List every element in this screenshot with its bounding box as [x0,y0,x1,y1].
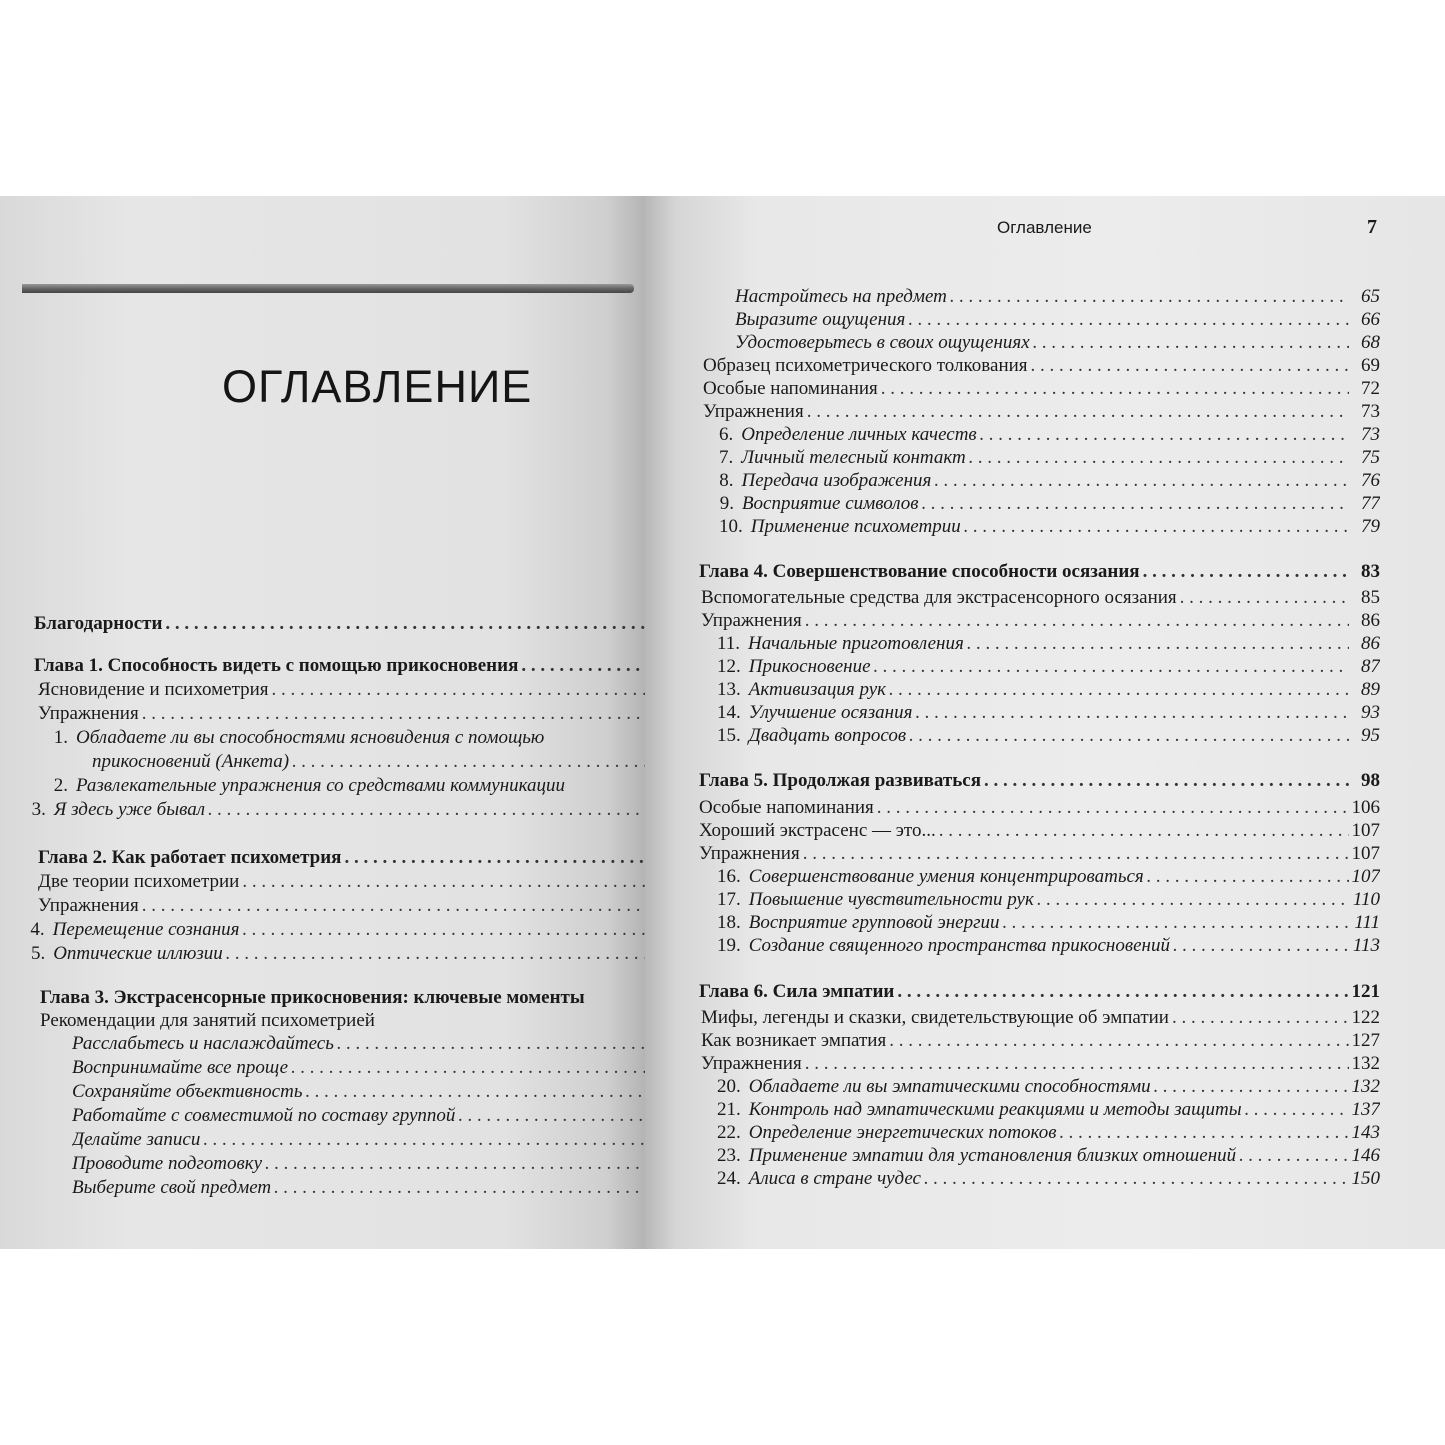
toc-entry: Образец психометрического толкования . . . 69 [703,354,1380,377]
toc-entry-chapter: Глава 3. Экстрасенсорные прикосновения: ключевые моменты [40,987,585,1008]
toc-entry-sub: Сохраняйте объективность . . . [72,1080,645,1103]
toc-entry-exercise: 13. Активизация рук . . . 89 [717,678,1380,701]
toc-entry-chapter: Глава 2. Как работает психометрия . . . [38,846,645,869]
toc-entry-exercise: 24. Алиса в стране чудес . . . 150 [717,1167,1380,1190]
left-page [0,196,645,1249]
toc-entry-exercise: 4. Перемещение сознания . . . [30,918,645,941]
toc-entry-exercise: 8. Передача изображения . . . 76 [719,469,1380,492]
book-spread [0,196,1445,1249]
toc-entry-sub: Проводите подготовку . . . [72,1152,645,1175]
toc-entry-sub: Расслабьтесь и наслаждайтесь . . . [72,1032,645,1055]
toc-entry: Две теории психометрии . . . [38,870,645,893]
toc-entry: Упражнения . . . [38,702,645,725]
toc-entry-exercise: 12. Прикосновение . . . 87 [717,655,1380,678]
toc-entry-exercise: 22. Определение энергетических потоков . . . 143 [717,1121,1380,1144]
toc-entry-exercise: 18. Восприятие групповой энергии . . . 111 [717,911,1380,934]
toc-entry: Упражнения . . . 73 [703,400,1380,423]
toc-entry-exercise: 14. Улучшение осязания . . . 93 [717,701,1380,724]
toc-entry-exercise: 15. Двадцать вопросов . . . 95 [717,724,1380,747]
toc-entry-exercise: 9. Восприятие символов . . . 77 [719,492,1380,515]
toc-entry: Особые напоминания . . . 72 [703,377,1380,400]
toc-entry-sub: Воспринимайте все проще . . . [72,1056,645,1079]
toc-entry-exercise: 3. Я здесь уже бывал . . . [30,798,645,821]
toc-entry-sub: Делайте записи . . . [72,1128,645,1151]
toc-entry-chapter: Глава 6. Сила эмпатии . . . 121 [699,980,1380,1003]
toc-entry-exercise: 10. Применение психометрии . . . 79 [719,515,1380,538]
toc-entry-sub: Выразите ощущения . . . 66 [735,308,1380,331]
toc-heading: ОГЛАВЛЕНИЕ [222,361,533,412]
toc-entry-exercise: 21. Контроль над эмпатическими реакциями и методы защиты . . . 137 [717,1098,1380,1121]
toc-entry-sub: Настройтесь на предмет . . . 65 [735,285,1380,308]
toc-entry-sub: Выберите свой предмет . . . [72,1176,645,1199]
toc-entry: Благодарности . . . [34,612,645,635]
toc-entry-exercise: 17. Повышение чувствительности рук . . . 110 [717,888,1380,911]
toc-entry-exercise: 1. Обладаете ли вы способностями ясновидения с помощью [53,727,545,748]
toc-entry: Упражнения . . . 132 [701,1052,1380,1075]
toc-entry-exercise: 23. Применение эмпатии для установления близких отношений . . . 146 [717,1144,1380,1167]
right-page [645,196,1445,1249]
toc-entry-sub: Работайте с совместимой по составу группой . . . [72,1104,645,1127]
toc-entry-exercise-cont: прикосновений (Анкета) . . . [92,750,645,773]
toc-entry-exercise: 6. Определение личных качеств . . . 73 [719,423,1380,446]
toc-entry: Хороший экстрасенс — это... . . . 107 [699,819,1380,842]
toc-entry: Упражнения . . . 107 [699,842,1380,865]
toc-entry-chapter: Глава 5. Продолжая развиваться . . . 98 [699,769,1380,792]
toc-entry: Ясновидение и психометрия . . . [38,678,645,701]
toc-entry: Как возникает эмпатия . . . 127 [701,1029,1380,1052]
page-number: 7 [1367,216,1377,238]
toc-entry-exercise: 16. Совершенствование умения концентрироваться . . . 107 [717,865,1380,888]
toc-entry-sub: Удостоверьтесь в своих ощущениях . . . 68 [735,331,1380,354]
toc-entry-exercise: 11. Начальные приготовления . . . 86 [717,632,1380,655]
toc-entry-chapter: Глава 4. Совершенствование способности осязания . . . 83 [699,560,1380,583]
toc-entry-exercise: 20. Обладаете ли вы эмпатическими способностями . . . 132 [717,1075,1380,1098]
toc-entry: Особые напоминания . . . 106 [699,796,1380,819]
toc-entry: Рекомендации для занятий психометрией [40,1010,375,1031]
toc-entry-exercise: 19. Создание священного пространства прикосновений . . . 113 [717,934,1380,957]
toc-entry: Упражнения . . . [38,894,645,917]
decorative-rule [22,284,634,293]
toc-entry: Мифы, легенды и сказки, свидетельствующие об эмпатии . . . 122 [701,1006,1380,1029]
toc-entry-chapter: Глава 1. Способность видеть с помощью прикосновения . . . [34,654,645,677]
toc-entry-exercise: 7. Личный телесный контакт . . . 75 [719,446,1380,469]
toc-entry-exercise: 5. Оптические иллюзии . . . [30,942,645,965]
toc-entry: Вспомогательные средства для экстрасенсорного осязания . . . 85 [701,586,1380,609]
toc-entry-exercise: 2. Развлекательные упражнения со средствами коммуникации [53,775,566,796]
toc-entry: Упражнения . . . 86 [701,609,1380,632]
running-head: Оглавление [997,218,1092,237]
